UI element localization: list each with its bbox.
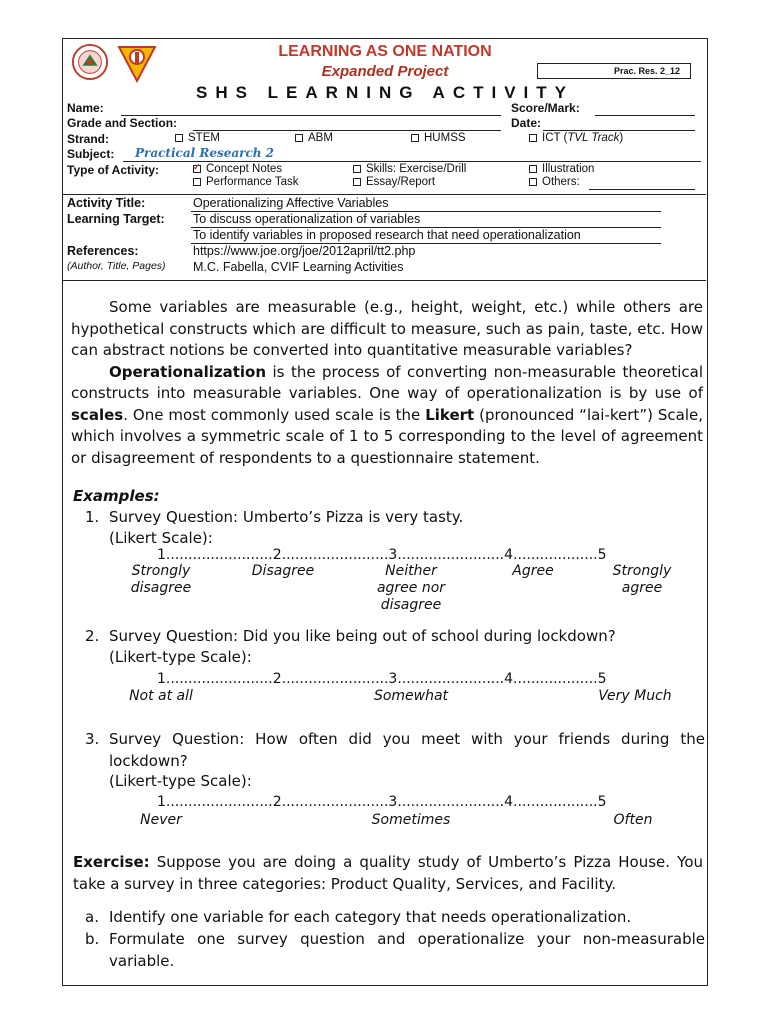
example-1-number: 1. [85,508,100,526]
strand-label: Strand: [67,132,109,146]
reference-url[interactable]: https://www.joe.org/joe/2012april/tt2.php [193,244,416,258]
type-illustration[interactable]: Illustration [529,163,594,175]
scale-anchor: Agree [512,563,554,579]
checked-box-icon [193,165,201,173]
example-1-scale: 1........................2........................3........................4...................5 [157,547,607,563]
paragraph-1: Some variables are measurable (e.g., height, weight, etc.) while others are hypothetical constructs which are difficult to measure, such as pain, taste, etc. How can abstract notions be converted into quantitative measurable variables? [71,298,703,359]
scale-anchor: Very Much [598,688,672,704]
exercise-item-b-letter: b. [85,930,100,948]
example-3-scale-type: (Likert-type Scale): [109,772,252,790]
learning-target-label: Learning Target: [67,212,165,226]
type-others[interactable]: Others: [529,176,580,188]
exercise-text: Exercise: Suppose you are doing a quality study of Umberto’s Pizza House. You take a survey in three categories: Product Quality, Services, and Facility. [73,853,703,893]
scale-anchor: Strongly disagree [130,563,192,596]
references-label: References: [67,244,139,258]
grade-field[interactable] [193,130,501,131]
date-label: Date: [511,116,542,130]
example-1-question: Survey Question: Umberto’s Pizza is very tasty. [109,508,464,526]
activity-title-value: Operationalizing Affective Variables [193,196,389,210]
example-2-scale: 1........................2........................3........................4...................5 [157,671,607,687]
name-label: Name: [67,101,104,115]
exercise-item-b: Formulate one survey question and operationalize your non-measurable variable. [109,930,705,970]
exercise-label: Exercise: [73,853,150,871]
exercise-item-a-letter: a. [85,908,99,926]
grade-label: Grade and Section: [67,116,178,130]
subject-label: Subject: [67,147,115,161]
type-skills[interactable]: Skills: Exercise/Drill [353,163,466,175]
activity-title-label: Activity Title: [67,196,146,210]
score-label: Score/Mark: [511,101,580,115]
type-performance[interactable]: Performance Task [193,176,298,188]
strand-ict[interactable]: ICT (TVL Track) [529,132,623,144]
type-essay[interactable]: Essay/Report [353,176,435,188]
subject-value: Practical Research 2 [135,146,275,160]
scale-anchor: Often [613,812,653,828]
section-divider [63,280,706,281]
example-3-number: 3. [85,730,100,748]
checkbox-icon [529,165,537,173]
type-label: Type of Activity: [67,163,160,177]
type-concept-notes[interactable]: ✓ Concept Notes [193,163,282,175]
scale-anchor: Disagree [251,563,315,579]
checkbox-icon [529,178,537,186]
activity-sheet [62,38,708,986]
header-title: LEARNING AS ONE NATION [278,43,492,60]
example-3-question: Survey Question: How often did you meet with your friends during the lockdown? [109,730,705,770]
strand-abm[interactable]: ABM [295,132,333,144]
header-subtitle: Expanded Project [321,63,449,80]
checkbox-icon [295,134,303,142]
scale-anchor: Not at all [129,688,193,704]
paragraph-2: Operationalization is the process of converting non-measurable theoretical constructs into measurable variables. One way of operationalization is by use of scales. One most commonly used scale is the Likert (pronounced “lai-kert”) Scale, which involves a symmetric scale of 1 to 5 corresponding to the level of agreement or disagreement of respondents to a questionnaire statement. [71,362,704,467]
scale-anchor: Never [140,812,182,828]
reference-author: M.C. Fabella, CVIF Learning Activities [193,260,404,274]
scale-anchor: Sometimes [371,812,451,828]
learning-target-1: To discuss operationalization of variables [193,212,421,226]
activity-code: Prac. Res. 2_12 [537,63,691,79]
checkbox-icon [193,178,201,186]
activity-heading: SHS LEARNING ACTIVITY [196,83,574,102]
checkbox-icon [529,134,537,142]
intro-text [71,297,703,469]
checkbox-icon [175,134,183,142]
references-sublabel: (Author, Title, Pages) [67,260,166,272]
learning-target-2: To identify variables in proposed research that need operationalization [193,228,581,242]
example-1-scale-type: (Likert Scale): [109,529,213,547]
name-field[interactable] [121,115,501,116]
example-3-scale: 1........................2........................3........................4...................5 [157,794,607,810]
strand-stem[interactable]: STEM [175,132,220,144]
exercise-item-a: Identify one variable for each category that needs operationalization. [109,908,632,926]
others-field[interactable] [589,189,695,190]
example-2-scale-type: (Likert-type Scale): [109,648,252,666]
checkbox-icon [353,165,361,173]
score-field[interactable] [595,115,695,116]
checkbox-icon [411,134,419,142]
example-2-number: 2. [85,627,100,645]
section-divider [63,194,706,195]
examples-heading: Examples: [73,487,160,505]
scale-anchor: Neither agree nor disagree [376,563,446,613]
date-field[interactable] [543,130,695,131]
example-2-question: Survey Question: Did you like being out of school during lockdown? [109,627,616,645]
subject-underline [123,161,701,162]
checkbox-icon [353,178,361,186]
strand-humss[interactable]: HUMSS [411,132,466,144]
scale-anchor: Somewhat [373,688,449,704]
scale-anchor: Strongly agree [612,563,672,596]
